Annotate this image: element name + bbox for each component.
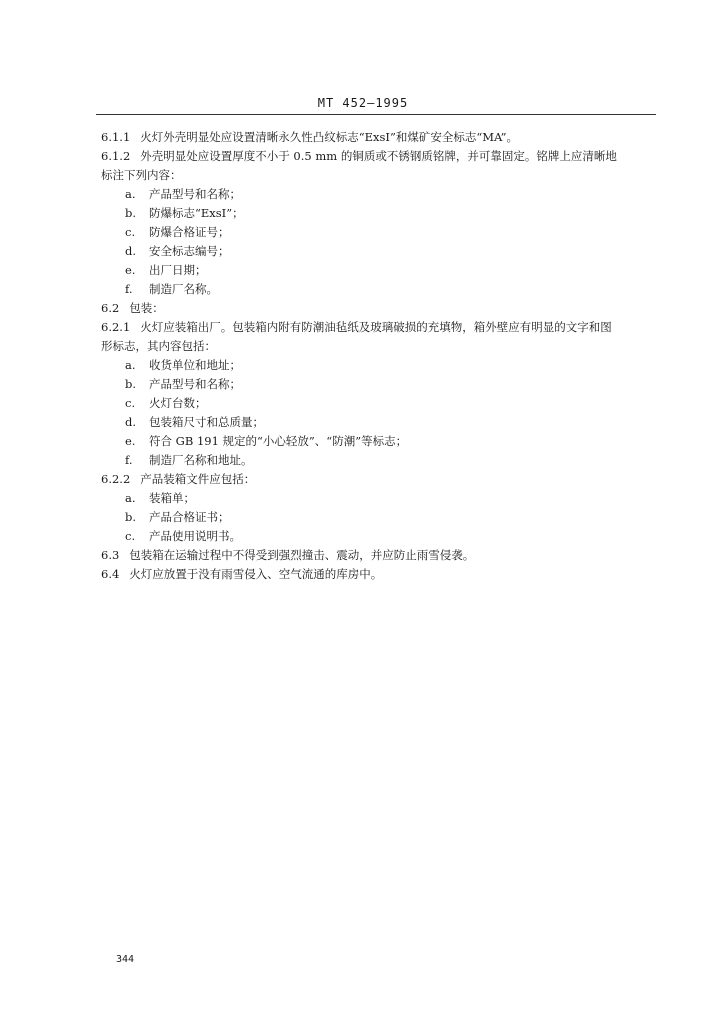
list-item (101, 451, 661, 470)
list-marker: c. (125, 225, 136, 239)
standard-code: MT 452—1995 (317, 96, 409, 110)
list-item-text: 符合 GB 191 规定的“小心轻放”、“防潮”等标志； (149, 434, 408, 448)
clause-6-2-1 (101, 318, 661, 337)
list-marker: e. (125, 434, 136, 448)
list-item (101, 280, 661, 299)
clause-6-2-1-continued (101, 337, 661, 356)
clause-text: 火灯外壳明显处应设置清晰永久性凸纹标志“ExsI”和煤矿安全标志“MA”。 (140, 130, 518, 144)
list-item-text: 收货单位和地址； (149, 358, 241, 372)
list-item-text: 火灯台数； (149, 396, 207, 410)
list-item-text: 产品型号和名称； (149, 377, 241, 391)
list-item (101, 223, 661, 242)
clause-6-1-1 (101, 128, 661, 147)
clause-text: 火灯应放置于没有雨雪侵入、空气流通的库房中。 (129, 567, 383, 581)
clause-text: 包装： (129, 301, 164, 315)
list-item (101, 375, 661, 394)
clause-text: 形标志，其内容包括： (101, 339, 216, 353)
clause-6-3 (101, 546, 661, 565)
list-item (101, 356, 661, 375)
clause-6-4 (101, 565, 661, 584)
clause-6-1-2 (101, 147, 661, 166)
list-item (101, 432, 661, 451)
list-marker: d. (125, 415, 137, 429)
document-header (0, 96, 726, 110)
clause-text: 火灯应装箱出厂。包装箱内附有防潮油毡纸及玻璃破损的充填物，箱外壁应有明显的文字和图 (140, 320, 612, 334)
list-item (101, 508, 661, 527)
clause-number: 6.1.1 (101, 130, 131, 144)
clause-6-2 (101, 299, 661, 318)
list-marker: f. (125, 282, 133, 296)
list-item-text: 包装箱尺寸和总质量； (149, 415, 264, 429)
clause-number: 6.2.1 (101, 320, 131, 334)
list-item-text: 产品合格证书； (149, 510, 230, 524)
list-item-text: 产品型号和名称； (149, 187, 241, 201)
list-item-text: 安全标志编号； (149, 244, 230, 258)
clause-number: 6.2 (101, 301, 120, 315)
list-item (101, 185, 661, 204)
list-item (101, 489, 661, 508)
list-item-text: 出厂日期； (149, 263, 207, 277)
list-item (101, 242, 661, 261)
clause-text: 产品装箱文件应包括： (140, 472, 256, 486)
clause-text: 包装箱在运输过程中不得受到强烈撞击、震动，并应防止雨雪侵袭。 (129, 548, 475, 562)
list-marker: a. (125, 491, 136, 505)
list-item-text: 制造厂名称。 (149, 282, 218, 296)
clause-number: 6.4 (101, 567, 120, 581)
document-body (101, 128, 661, 584)
list-marker: d. (125, 244, 137, 258)
clause-number: 6.1.2 (101, 149, 131, 163)
clause-text: 标注下列内容： (101, 168, 182, 182)
list-item-text: 防爆标志“ExsI”； (149, 206, 244, 220)
page-number: 344 (116, 954, 135, 965)
list-item (101, 413, 661, 432)
list-item-text: 防爆合格证号； (149, 225, 230, 239)
list-marker: b. (125, 206, 137, 220)
list-item-text: 产品使用说明书。 (149, 529, 241, 543)
clause-number: 6.3 (101, 548, 120, 562)
list-item (101, 527, 661, 546)
list-item-text: 制造厂名称和地址。 (149, 453, 253, 467)
header-divider (96, 114, 656, 115)
list-marker: a. (125, 187, 136, 201)
clause-6-2-2 (101, 470, 661, 489)
list-item (101, 204, 661, 223)
list-item (101, 261, 661, 280)
list-marker: b. (125, 510, 137, 524)
clause-number: 6.2.2 (101, 472, 131, 486)
clause-text: 外壳明显处应设置厚度不小于 0.5 mm 的铜质或不锈钢质铭牌，并可靠固定。铭牌上应清晰地 (140, 149, 617, 163)
list-item-text: 装箱单； (149, 491, 195, 505)
list-marker: c. (125, 396, 136, 410)
list-marker: e. (125, 263, 136, 277)
list-marker: f. (125, 453, 133, 467)
list-marker: c. (125, 529, 136, 543)
clause-6-1-2-continued (101, 166, 661, 185)
list-marker: b. (125, 377, 137, 391)
list-marker: a. (125, 358, 136, 372)
list-item (101, 394, 661, 413)
